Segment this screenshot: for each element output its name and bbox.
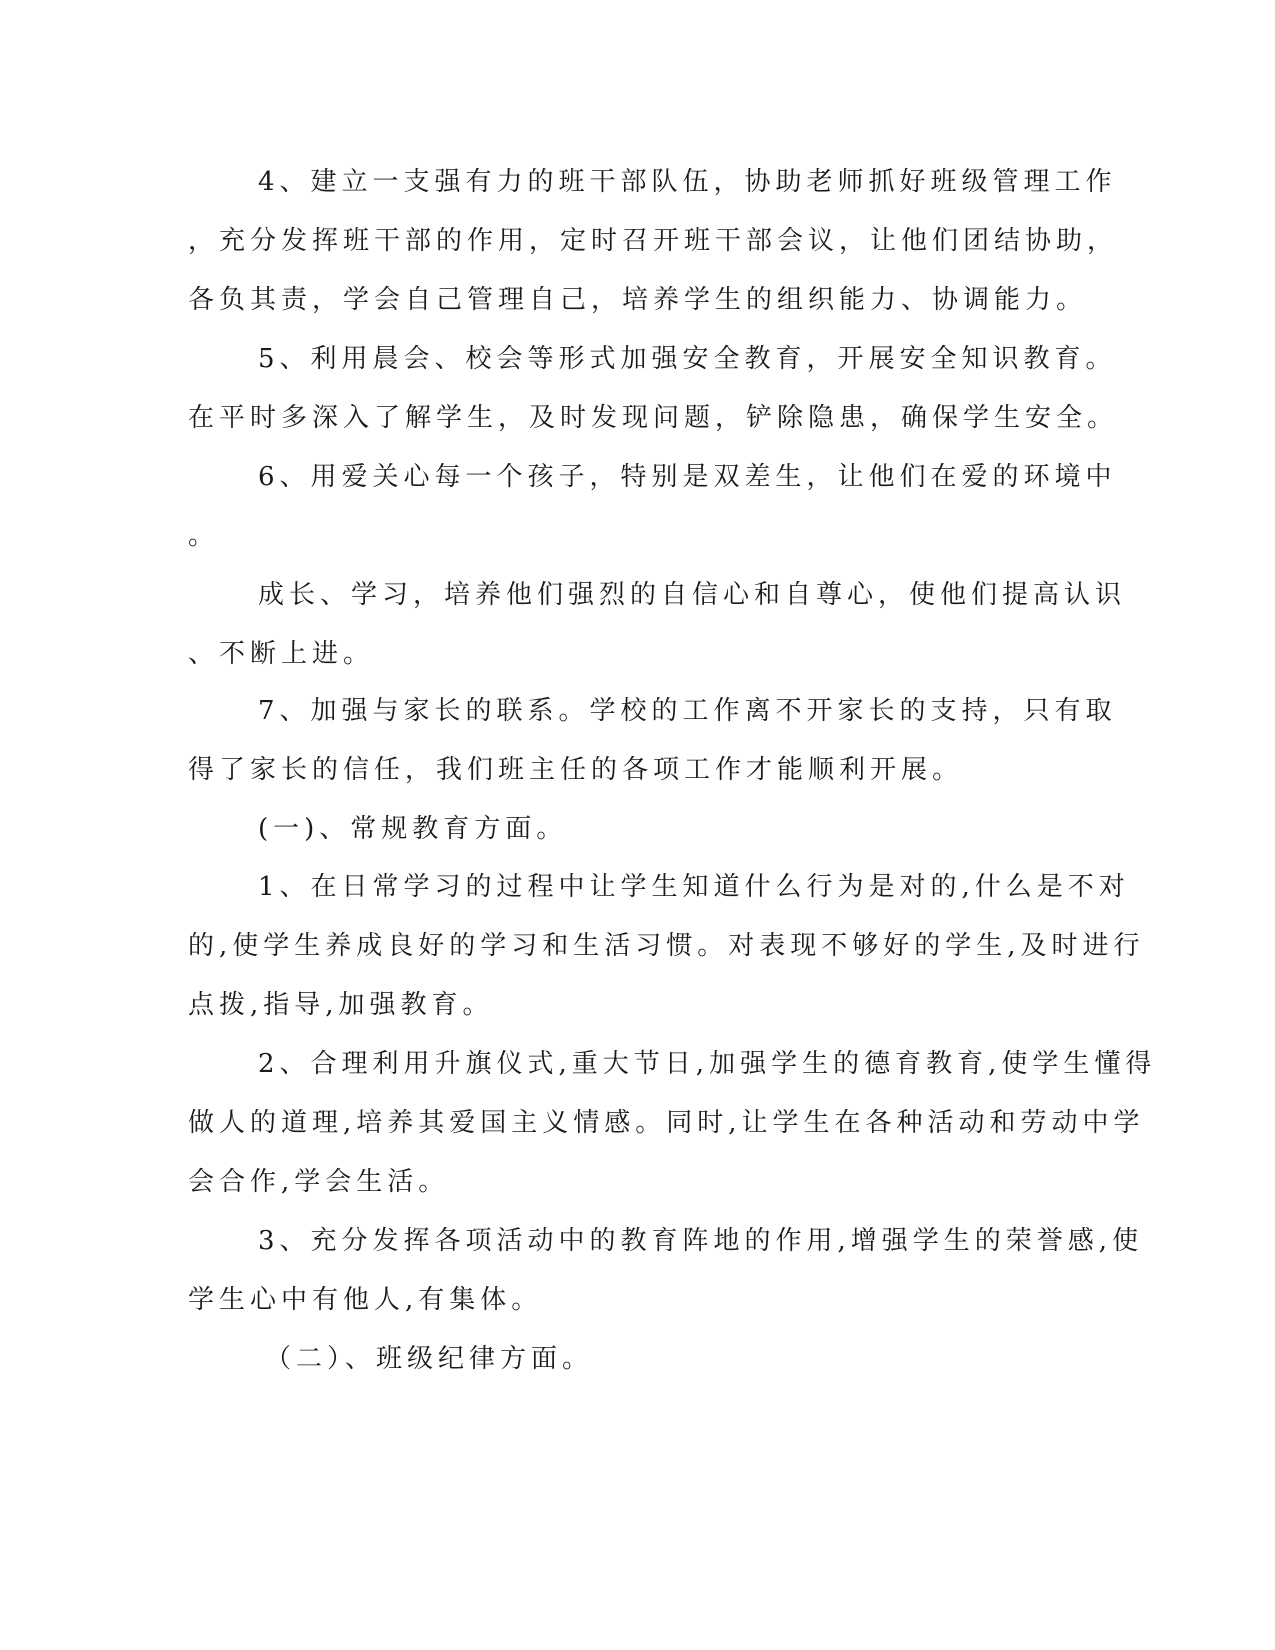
paragraph-line: 成长、学习，培养他们强烈的自信心和自尊心，使他们提高认识 (258, 580, 1127, 610)
paragraph-line: 4、建立一支强有力的班干部队伍，协助老师抓好班级管理工作 (258, 167, 1117, 197)
paragraph-line: 得了家长的信任，我们班主任的各项工作才能顺利开展。 (188, 755, 964, 785)
paragraph-line: 学生心中有他人,有集体。 (188, 1285, 543, 1315)
paragraph-line: ，充分发挥班干部的作用，定时召开班干部会议，让他们团结协助， (188, 226, 1119, 256)
paragraph-line: 2、合理利用升旗仪式,重大节日,加强学生的德育教育,使学生懂得 (258, 1049, 1157, 1079)
paragraph-line: 1、在日常学习的过程中让学生知道什么行为是对的,什么是不对 (258, 872, 1130, 902)
paragraph-line: 7、加强与家长的联系。学校的工作离不开家长的支持，只有取 (258, 696, 1117, 726)
paragraph-line: 3、充分发挥各项活动中的教育阵地的作用,增强学生的荣誉感,使 (258, 1226, 1144, 1256)
paragraph-line: 的,使学生养成良好的学习和生活习惯。对表现不够好的学生,及时进行 (188, 931, 1145, 961)
paragraph-line: 5、利用晨会、校会等形式加强安全教育，开展安全知识教育。 (258, 344, 1117, 374)
paragraph-line: 、不断上进。 (188, 639, 375, 669)
paragraph-line: 点拨,指导,加强教育。 (188, 990, 494, 1020)
paragraph-line: 做人的道理,培养其爱国主义情感。同时,让学生在各种活动和劳动中学 (188, 1108, 1145, 1138)
paragraph-line: 在平时多深入了解学生，及时发现问题，铲除隐患，确保学生安全。 (188, 403, 1119, 433)
section-heading: (一)、常规教育方面。 (258, 814, 568, 844)
paragraph-line: 会合作,学会生活。 (188, 1167, 450, 1197)
paragraph-line: 。 (188, 521, 220, 551)
paragraph-line: 各负其责，学会自己管理自己，培养学生的组织能力、协调能力。 (188, 285, 1088, 315)
paragraph-line: 6、用爱关心每一个孩子，特别是双差生，让他们在爱的环境中 (258, 462, 1117, 492)
section-heading: （二）、班级纪律方面。 (265, 1344, 594, 1374)
